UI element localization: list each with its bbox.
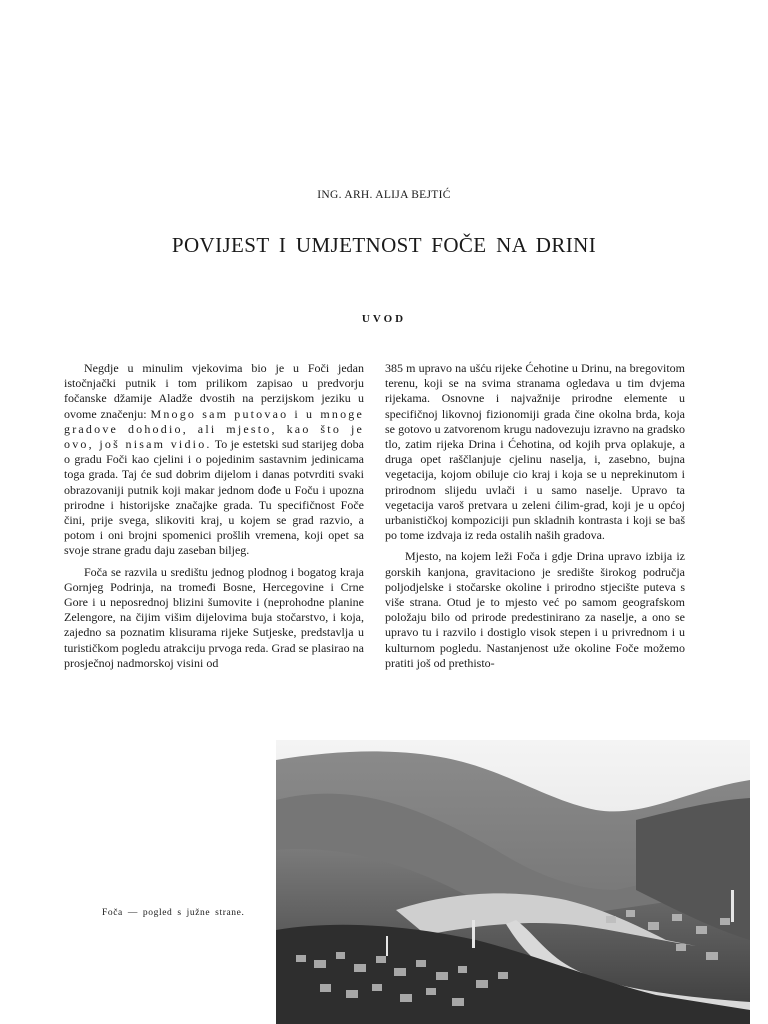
photo-illustration (276, 740, 750, 1024)
article-title: POVIJEST I UMJETNOST FOČE NA DRINI (171, 233, 597, 257)
section-heading: UVOD (361, 313, 407, 325)
paragraph: 385 m upravo na ušću rijeke Ćehotine u Drinu, na bregovitom terenu, koji se na svima stranama ogledava u tim dvjema rijekama. Osnovne i najvažnije prirodne elemente u specifičnoj likovnoj fizionomiji grada čine okolna brda, koja se gotovo u zatvorenom krugu nadovezuju izravno na gradsko tlo, zatim rijeka Drina i Ćehotina, od kojih prva oplakuje, a druga opet raščlanjuje cjelinu naselja, i, zasebno, bujna vegetacija, kojom obiluje cio kraj i koja se u neprekinutom i prirodnom slijedu uvlači i u samo naselje. Upravo ta vegetacija varoš pretvara u zeleni ćilim-grad, koji je u općoj urbanističkoj kompoziciji pun skladnih kontrasta i koji se baš po tome izdvaja iz reda ostalih naših gradova. (385, 361, 685, 543)
paragraph-text: To je estetski sud starijeg doba o gradu Foči kao cjelini i o pojedinim sastavnim jedinicama toga grada. Taj će sud dobrim dijelom i danas potvrditi svaki obrazovaniji putnik koji makar jednom dođe u Foču i upozna prirodne i historijske značajke grada. Tu specifičnost Foče čini, prije svega, slikoviti kraj, u kojem se grad razvio, a potom i oni brojni spomenici prošlih vremena, koji opet sa svoje strane gradu daju zaseban biljeg. (64, 437, 364, 558)
paragraph: Foča se razvila u središtu jednog plodnog i bogatog kraja Gornjeg Podrinja, na tromeđi Bosne, Hercegovine i Crne Gore i u neposrednoj blizini šumovite i (neprohodne planine Zelengore, na čijim višim dijelovima buja stočarstvo, i koja, zajedno sa poznatim klisurama rijeke Sutjeske, predstavlja u turističkom pogledu atrakciju prvoga reda. Grad se plasirao na prosječnoj nadmorskoj visini od (64, 564, 364, 670)
landscape-photo (276, 740, 750, 1024)
paragraph-text: Negdje u minulim vjekovima bio je u Foči jedan istočnjački putnik i tom prilikom zapisao u predvorju fočanske džamije Aladže dvostih na perzijskom jeziku u ovome značenju: (64, 361, 364, 421)
text-column-left (64, 361, 364, 677)
paragraph (64, 361, 364, 559)
figure-caption: Foča — pogled s južne strane. (102, 908, 245, 918)
text-column-right (385, 361, 685, 677)
paragraph: Mjesto, na kojem leži Foča i gdje Drina upravo izbija iz gorskih kanjona, gravitaciono je središte širokog područja poljodjelske i stočarske okoline i prirodno stjecište puteva s više strana. Otud je to mjesto već po samom geografskom položaju bilo od prirode predestinirano za naselje, a ono se upravo tu i razvilo i dostiglo visok stepen i u privrednom i u kulturnom pogledu. Nastanjenost uže okoline Foče možemo pratiti još od prethisto- (385, 549, 685, 670)
author-line: ING. ARH. ALIJA BEJTIĆ (317, 189, 451, 201)
quoted-verse: Mnogo sam putovao i u mnoge gradove dohodio, ali mjesto, kao što je ovo, još nisam vidio. (64, 406, 365, 452)
